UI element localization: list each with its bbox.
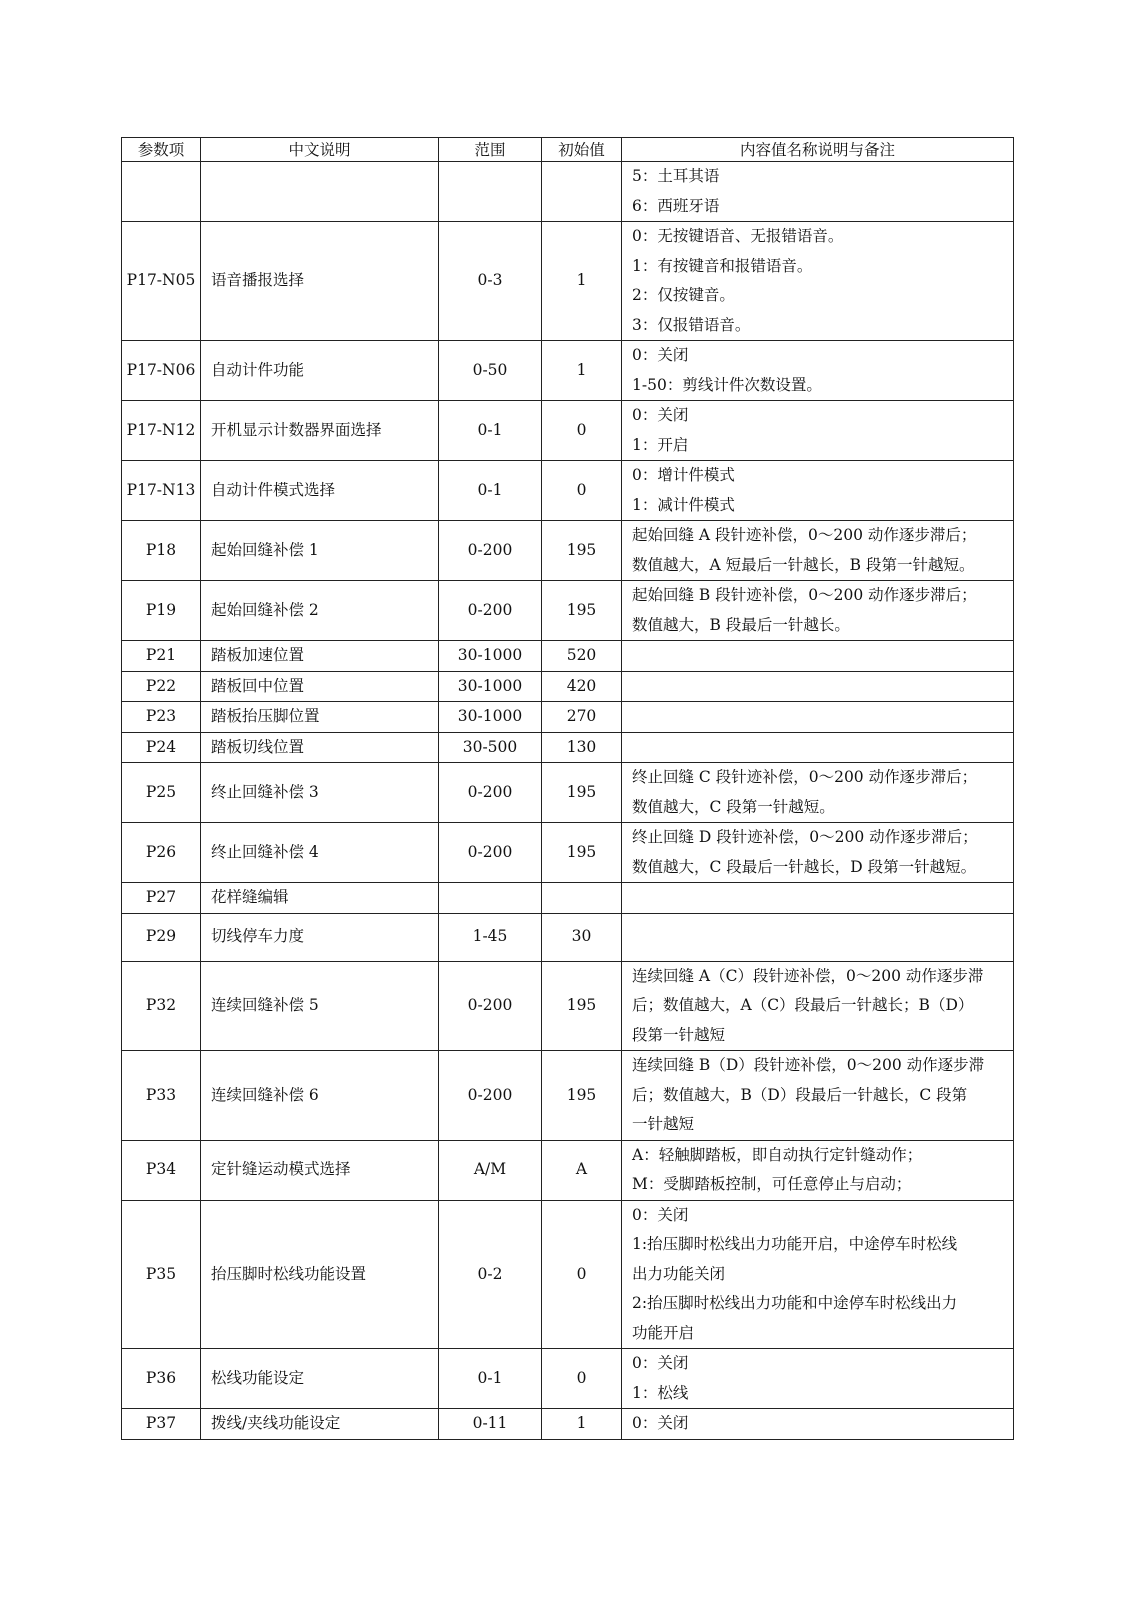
notes-cell <box>622 671 1014 702</box>
table-row <box>122 823 1014 883</box>
table-row <box>122 521 1014 581</box>
range-cell: 0-1 <box>439 401 542 461</box>
init-cell <box>542 883 622 914</box>
desc-cell: 抬压脚时松线功能设置 <box>201 1200 439 1349</box>
range-cell: 0-200 <box>439 961 542 1051</box>
param-cell: P19 <box>122 581 201 641</box>
param-cell: P27 <box>122 883 201 914</box>
table-row <box>122 671 1014 702</box>
table-row <box>122 222 1014 341</box>
table-row <box>122 1409 1014 1440</box>
param-cell: P17-N13 <box>122 461 201 521</box>
desc-cell: 自动计件功能 <box>201 341 439 401</box>
note-line: 终止回缝 D 段针迹补偿，0～200 动作逐步滞后； <box>632 828 978 846</box>
init-cell: 195 <box>542 581 622 641</box>
desc-cell: 花样缝编辑 <box>201 883 439 914</box>
param-cell: P26 <box>122 823 201 883</box>
notes-cell <box>622 1200 1014 1349</box>
table-row <box>122 702 1014 733</box>
desc-cell: 起始回缝补偿 1 <box>201 521 439 581</box>
init-cell: 1 <box>542 341 622 401</box>
desc-cell: 起始回缝补偿 2 <box>201 581 439 641</box>
desc-cell: 开机显示计数器界面选择 <box>201 401 439 461</box>
param-cell: P23 <box>122 702 201 733</box>
notes-cell <box>622 823 1014 883</box>
init-cell: 195 <box>542 521 622 581</box>
header-range: 范围 <box>439 138 542 162</box>
note-line: 6：西班牙语 <box>632 196 720 215</box>
range-cell: 0-11 <box>439 1409 542 1440</box>
note-line: 一针越短 <box>632 1115 695 1133</box>
note-line: 0：关闭 <box>632 406 689 424</box>
desc-cell: 连续回缝补偿 5 <box>201 961 439 1051</box>
header-param: 参数项 <box>122 138 201 162</box>
range-cell: 0-3 <box>439 222 542 341</box>
notes-cell <box>622 1051 1014 1141</box>
note-line: 2:抬压脚时松线出力功能和中途停车时松线出力 <box>632 1294 958 1312</box>
range-cell: 30-500 <box>439 732 542 763</box>
note-line: 0：关闭 <box>632 346 689 364</box>
header-row <box>122 138 1014 162</box>
notes-cell <box>622 961 1014 1051</box>
notes-cell <box>622 702 1014 733</box>
desc-cell: 踏板加速位置 <box>201 641 439 672</box>
init-cell: 0 <box>542 1200 622 1349</box>
init-cell: 1 <box>542 222 622 341</box>
init-cell: 0 <box>542 401 622 461</box>
desc-cell: 踏板抬压脚位置 <box>201 702 439 733</box>
table-row <box>122 1349 1014 1409</box>
table-row <box>122 162 1014 222</box>
param-cell: P22 <box>122 671 201 702</box>
notes-cell <box>622 1140 1014 1200</box>
desc-cell: 连续回缝补偿 6 <box>201 1051 439 1141</box>
note-line: 1-50：剪线计件次数设置。 <box>632 375 822 394</box>
range-cell: 0-200 <box>439 823 542 883</box>
range-cell: 30-1000 <box>439 702 542 733</box>
note-line: 数值越大，B 段最后一针越长。 <box>632 615 850 634</box>
param-cell: P17-N06 <box>122 341 201 401</box>
notes-cell <box>622 763 1014 823</box>
param-cell: P32 <box>122 961 201 1051</box>
desc-cell: 终止回缝补偿 4 <box>201 823 439 883</box>
note-line: 后；数值越大，A（C）段最后一针越长；B（D） <box>632 996 974 1014</box>
notes-cell <box>622 581 1014 641</box>
init-cell: 195 <box>542 823 622 883</box>
init-cell: 270 <box>542 702 622 733</box>
note-line: 0：增计件模式 <box>632 466 735 484</box>
header-notes: 内容值名称说明与备注 <box>622 138 1014 162</box>
param-cell: P36 <box>122 1349 201 1409</box>
parameter-table <box>121 137 1014 1440</box>
desc-cell: 终止回缝补偿 3 <box>201 763 439 823</box>
header-desc: 中文说明 <box>201 138 439 162</box>
table-row <box>122 763 1014 823</box>
note-line: 出力功能关闭 <box>632 1264 726 1283</box>
notes-cell <box>622 1349 1014 1409</box>
table-row <box>122 883 1014 914</box>
notes-cell <box>622 162 1014 222</box>
param-cell: P37 <box>122 1409 201 1440</box>
note-line: 1：开启 <box>632 435 689 454</box>
note-line: 数值越大，C 段最后一针越长，D 段第一针越短。 <box>632 857 977 876</box>
note-line: 3：仅报错语音。 <box>632 315 751 334</box>
init-cell: 0 <box>542 1349 622 1409</box>
init-cell: 420 <box>542 671 622 702</box>
init-cell: 195 <box>542 763 622 823</box>
param-cell: P24 <box>122 732 201 763</box>
range-cell: 1-45 <box>439 913 542 961</box>
note-line: 起始回缝 A 段针迹补偿，0～200 动作逐步滞后； <box>632 526 977 544</box>
notes-cell <box>622 641 1014 672</box>
desc-cell: 切线停车力度 <box>201 913 439 961</box>
note-line: 起始回缝 B 段针迹补偿，0～200 动作逐步滞后； <box>632 586 977 604</box>
param-cell: P25 <box>122 763 201 823</box>
notes-cell <box>622 341 1014 401</box>
param-cell: P33 <box>122 1051 201 1141</box>
note-line: 0：关闭 <box>632 1354 689 1372</box>
desc-cell <box>201 162 439 222</box>
note-line: 1：松线 <box>632 1383 689 1402</box>
param-cell: P17-N05 <box>122 222 201 341</box>
desc-cell: 踏板回中位置 <box>201 671 439 702</box>
notes-cell <box>622 732 1014 763</box>
notes-cell <box>622 461 1014 521</box>
param-cell: P29 <box>122 913 201 961</box>
init-cell: A <box>542 1140 622 1200</box>
table-body <box>122 162 1014 1440</box>
table-row <box>122 1140 1014 1200</box>
note-line: 功能开启 <box>632 1323 695 1342</box>
notes-cell <box>622 913 1014 961</box>
range-cell <box>439 162 542 222</box>
table-row <box>122 401 1014 461</box>
note-line: 终止回缝 C 段针迹补偿，0～200 动作逐步滞后； <box>632 768 978 786</box>
notes-cell <box>622 1409 1014 1440</box>
desc-cell: 定针缝运动模式选择 <box>201 1140 439 1200</box>
init-cell: 0 <box>542 461 622 521</box>
note-line: 2：仅按键音。 <box>632 286 735 304</box>
range-cell: 0-200 <box>439 1051 542 1141</box>
note-line: 1:抬压脚时松线出力功能开启，中途停车时松线 <box>632 1235 958 1253</box>
init-cell: 1 <box>542 1409 622 1440</box>
init-cell: 520 <box>542 641 622 672</box>
note-line: 后；数值越大，B（D）段最后一针越长，C 段第 <box>632 1085 968 1104</box>
desc-cell: 松线功能设定 <box>201 1349 439 1409</box>
table-row <box>122 1200 1014 1349</box>
note-line: M：受脚踏板控制，可任意停止与启动； <box>632 1175 912 1193</box>
table-row <box>122 1051 1014 1141</box>
init-cell: 195 <box>542 961 622 1051</box>
table-row <box>122 641 1014 672</box>
header-init: 初始值 <box>542 138 622 162</box>
note-line: 数值越大，C 段第一针越短。 <box>632 797 835 816</box>
table-row <box>122 581 1014 641</box>
range-cell: 0-200 <box>439 763 542 823</box>
note-line: 5：土耳其语 <box>632 167 720 185</box>
range-cell: 0-50 <box>439 341 542 401</box>
note-line: 0：关闭 <box>632 1205 689 1224</box>
param-cell: P35 <box>122 1200 201 1349</box>
note-line: 段第一针越短 <box>632 1025 726 1044</box>
notes-cell <box>622 222 1014 341</box>
notes-cell <box>622 883 1014 914</box>
note-line: 0：关闭 <box>632 1414 689 1432</box>
range-cell: A/M <box>439 1140 542 1200</box>
note-line: 1：减计件模式 <box>632 495 735 514</box>
desc-cell: 踏板切线位置 <box>201 732 439 763</box>
desc-cell: 自动计件模式选择 <box>201 461 439 521</box>
range-cell <box>439 883 542 914</box>
note-line: 连续回缝 B（D）段针迹补偿，0～200 动作逐步滞 <box>632 1056 985 1074</box>
param-cell <box>122 162 201 222</box>
note-line: 1：有按键音和报错语音。 <box>632 256 813 275</box>
init-cell: 30 <box>542 913 622 961</box>
table-row <box>122 341 1014 401</box>
param-cell: P34 <box>122 1140 201 1200</box>
range-cell: 0-200 <box>439 521 542 581</box>
init-cell <box>542 162 622 222</box>
init-cell: 195 <box>542 1051 622 1141</box>
range-cell: 0-1 <box>439 461 542 521</box>
table-row <box>122 913 1014 961</box>
note-line: 连续回缝 A（C）段针迹补偿，0～200 动作逐步滞 <box>632 966 984 985</box>
desc-cell: 语音播报选择 <box>201 222 439 341</box>
param-cell: P21 <box>122 641 201 672</box>
range-cell: 30-1000 <box>439 671 542 702</box>
note-line: 0：无按键语音、无报错语音。 <box>632 227 844 245</box>
init-cell: 130 <box>542 732 622 763</box>
desc-cell: 拨线/夹线功能设定 <box>201 1409 439 1440</box>
table-row <box>122 732 1014 763</box>
range-cell: 0-2 <box>439 1200 542 1349</box>
note-line: 数值越大，A 短最后一针越长，B 段第一针越短。 <box>632 555 975 574</box>
note-line: A：轻触脚踏板，即自动执行定针缝动作； <box>632 1145 923 1164</box>
table-row <box>122 461 1014 521</box>
range-cell: 30-1000 <box>439 641 542 672</box>
notes-cell <box>622 521 1014 581</box>
range-cell: 0-200 <box>439 581 542 641</box>
table-row <box>122 961 1014 1051</box>
notes-cell <box>622 401 1014 461</box>
param-cell: P18 <box>122 521 201 581</box>
param-cell: P17-N12 <box>122 401 201 461</box>
range-cell: 0-1 <box>439 1349 542 1409</box>
